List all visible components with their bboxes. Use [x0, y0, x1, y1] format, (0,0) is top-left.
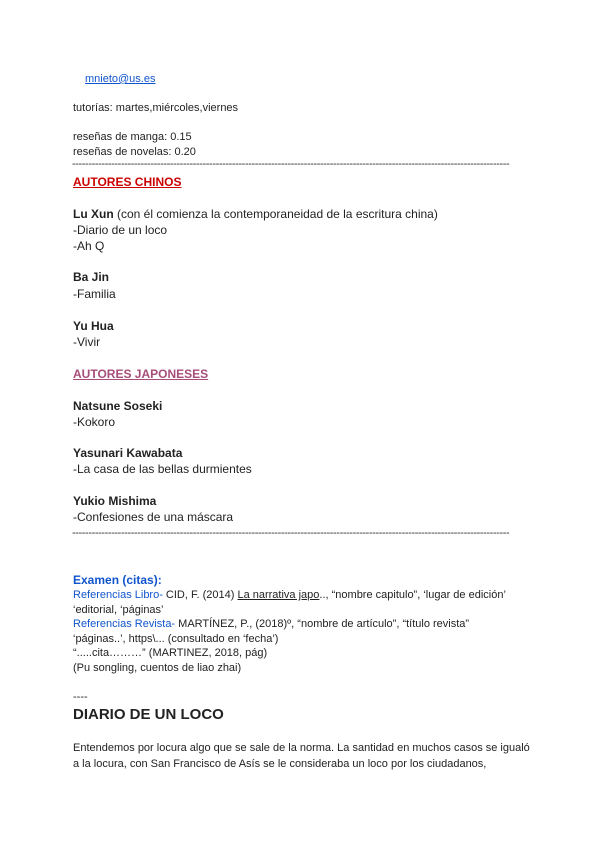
work-item: -Diario de un loco: [73, 223, 168, 237]
ref-libro-text-2: .., “nombre capitulo”, ‘lugar de edición’: [319, 589, 506, 601]
ref-revista-text: MARTÍNEZ, P., (2018)º, “nombre de artículo”, “título revista”: [175, 618, 470, 630]
ref-revista-label: Referencias Revista-: [73, 618, 176, 630]
short-divider: ----: [73, 691, 88, 703]
work-item: -Confesiones de una máscara: [73, 510, 234, 524]
author-name: Yasunari Kawabata: [73, 446, 183, 460]
ref-revista-line-2: ‘páginas..’, https\... (consultado en ‘fecha’): [73, 633, 279, 645]
work-item: -Vivir: [73, 335, 101, 349]
diario-title: DIARIO DE UN LOCO: [73, 706, 224, 723]
examen-heading: Examen (citas):: [73, 573, 162, 587]
author-yukio-mishima: [73, 493, 156, 509]
heading-autores-japoneses: AUTORES JAPONESES: [73, 367, 209, 381]
author-lu-xun: [73, 206, 438, 222]
ref-libro-text: CID, F. (2014): [162, 589, 238, 601]
author-name: Yu Hua: [73, 319, 114, 333]
tutorias-text: tutorías: martes,miércoles,viernes: [73, 102, 239, 114]
work-item: -Ah Q: [73, 239, 105, 253]
ref-libro-line-2: ‘editorial, ‘páginas’: [73, 604, 164, 616]
pu-songling-note: (Pu songling, cuentos de liao zhai): [73, 662, 242, 674]
resenas-novelas: reseñas de novelas: 0.20: [73, 146, 196, 158]
author-name: Lu Xun: [73, 207, 114, 221]
author-natsune-soseki: [73, 398, 162, 414]
ref-libro-line: [73, 588, 506, 602]
author-name: Yukio Mishima: [73, 494, 157, 508]
ref-revista-line: [73, 617, 469, 631]
diario-paragraph: Entendemos por locura algo que se sale de la norma. La santidad en muchos casos se igualó a la locura, con San Francisco de Asís se le consideraba un loco por los ciudadanos,: [73, 742, 530, 770]
author-name: Natsune Soseki: [73, 399, 163, 413]
divider-top: --------------------------------------------------------------------------------------------------------------------------------------: [72, 158, 510, 170]
ref-libro-title: La narrativa japo: [237, 589, 320, 601]
divider-bottom: --------------------------------------------------------------------------------------------------------------------------------------: [72, 527, 510, 539]
ref-libro-label: Referencias Libro-: [73, 589, 163, 601]
work-item: -La casa de las bellas durmientes: [73, 462, 252, 476]
author-ba-jin: [73, 269, 109, 285]
cita-example: “.....cita………” (MARTINEZ, 2018, pág): [73, 647, 268, 659]
work-item: -Familia: [73, 287, 116, 301]
work-item: -Kokoro: [73, 415, 116, 429]
author-note: (con él comienza la contemporaneidad de la escritura china): [113, 207, 438, 221]
heading-autores-chinos: AUTORES CHINOS: [73, 175, 182, 189]
author-yasunari-kawabata: [73, 445, 182, 461]
author-name: Ba Jin: [73, 270, 110, 284]
author-yu-hua: [73, 318, 114, 334]
resenas-manga: reseñas de manga: 0.15: [73, 131, 192, 143]
email-link[interactable]: mnieto@us.es: [85, 73, 156, 85]
